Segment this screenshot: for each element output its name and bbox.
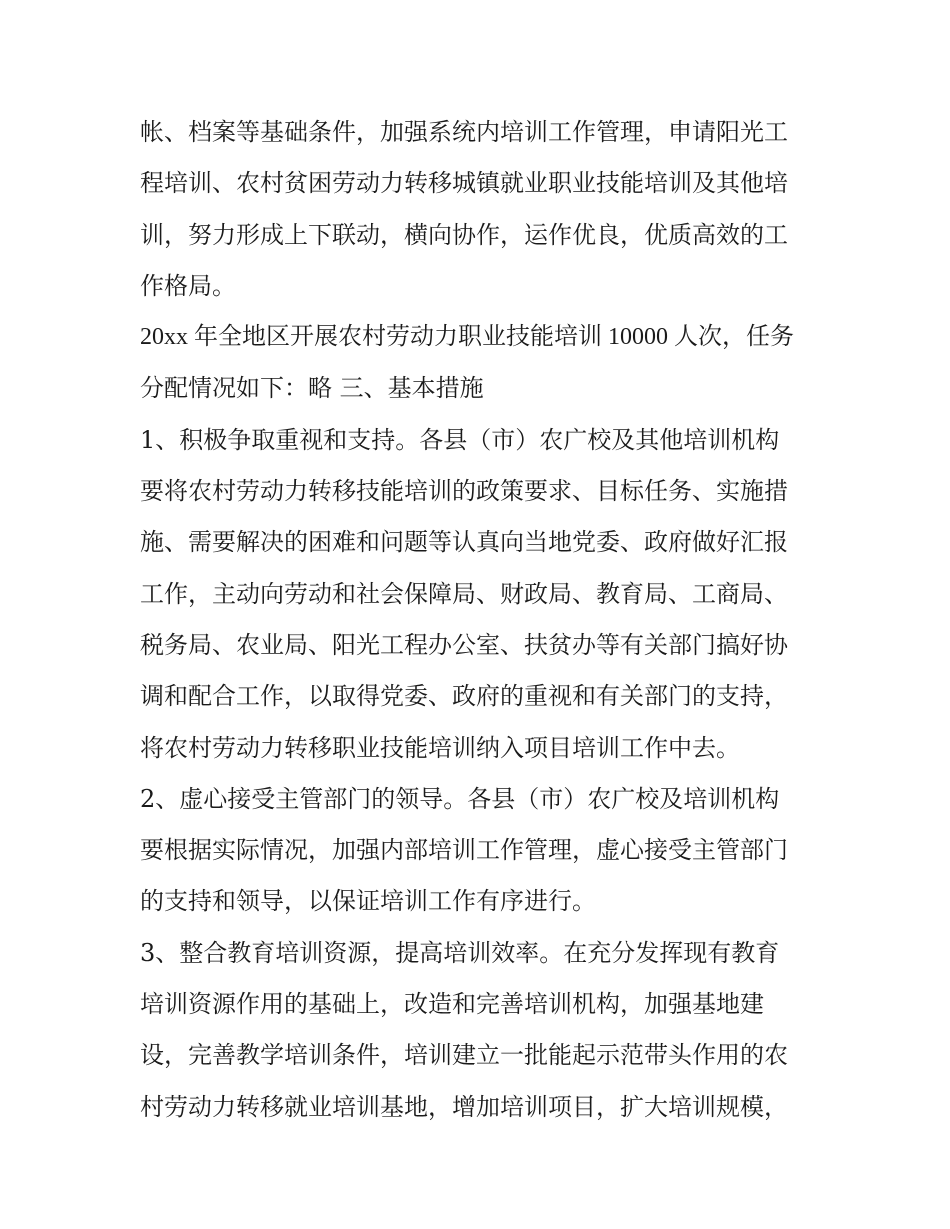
text-line: 程培训、农村贫困劳动力转移城镇就业职业技能培训及其他培 — [140, 169, 788, 198]
text-line: 2、虚心接受主管部门的领导。各县（市）农广校及培训机构 — [140, 784, 780, 813]
text-line: 训，努力形成上下联动，横向协作，运作优良，优质高效的工 — [140, 220, 788, 249]
text-line: 设，完善教学培训条件，培训建立一批能起示范带头作用的农 — [140, 1041, 788, 1070]
text-line: 施、需要解决的困难和问题等认真向当地党委、政府做好汇报 — [140, 528, 788, 557]
text-line: 作格局。 — [140, 271, 236, 300]
text-line: 村劳动力转移就业培训基地，增加培训项目，扩大培训规模， — [140, 1092, 788, 1121]
text-line: 税务局、农业局、阳光工程办公室、扶贫办等有关部门搞好协 — [140, 630, 788, 659]
text-line: 工作，主动向劳动和社会保障局、财政局、教育局、工商局、 — [140, 579, 788, 608]
text-line: 培训资源作用的基础上，改造和完善培训机构，加强基地建 — [140, 990, 764, 1019]
text-line: 分配情况如下：略 三、基本措施 — [140, 374, 484, 403]
document-body — [140, 107, 820, 1133]
text-line: 帐、档案等基础条件，加强系统内培训工作管理，申请阳光工 — [140, 118, 788, 146]
text-line: 调和配合工作，以取得党委、政府的重视和有关部门的支持， — [140, 682, 788, 711]
text-line: 3、整合教育培训资源，提高培训效率。在充分发挥现有教育 — [140, 938, 780, 967]
text-line: 20xx 年全地区开展农村劳动力职业技能培训 10000 人次，任务 — [140, 324, 794, 351]
text-line: 1、积极争取重视和支持。各县（市）农广校及其他培训机构 — [140, 425, 780, 454]
text-line: 要根据实际情况，加强内部培训工作管理，虚心接受主管部门 — [140, 836, 788, 865]
text-line: 的支持和领导，以保证培训工作有序进行。 — [140, 887, 596, 916]
text-line: 将农村劳动力转移职业技能培训纳入项目培训工作中去。 — [140, 733, 740, 762]
text-line: 要将农村劳动力转移技能培训的政策要求、目标任务、实施措 — [140, 477, 788, 506]
